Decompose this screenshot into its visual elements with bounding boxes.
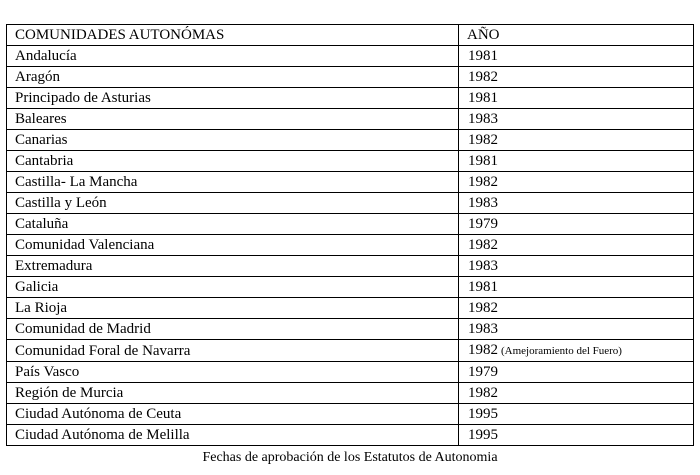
- year-cell: [459, 172, 694, 193]
- table-row: [7, 193, 694, 214]
- community-cell: Extremadura: [7, 256, 459, 277]
- year-cell: [459, 109, 694, 130]
- table-header-row: [7, 25, 694, 46]
- year-value: 1981: [468, 153, 498, 169]
- year-value: 1982: [468, 385, 498, 401]
- table-row: [7, 383, 694, 404]
- year-value: 1982: [468, 300, 498, 316]
- table-row: [7, 172, 694, 193]
- community-cell: Castilla- La Mancha: [7, 172, 459, 193]
- community-cell: La Rioja: [7, 298, 459, 319]
- community-cell: Canarias: [7, 130, 459, 151]
- community-cell: Baleares: [7, 109, 459, 130]
- statutes-table: [6, 24, 694, 446]
- header-community: COMUNIDADES AUTONÓMAS: [7, 25, 459, 46]
- year-value: 1983: [468, 321, 498, 337]
- year-cell: [459, 298, 694, 319]
- year-cell: [459, 46, 694, 67]
- community-cell: Castilla y León: [7, 193, 459, 214]
- community-cell: Comunidad Valenciana: [7, 235, 459, 256]
- community-cell: Ciudad Autónoma de Ceuta: [7, 404, 459, 425]
- year-cell: [459, 67, 694, 88]
- year-value: 1995: [468, 406, 498, 422]
- community-cell: Principado de Asturias: [7, 88, 459, 109]
- year-cell: [459, 130, 694, 151]
- year-cell: [459, 193, 694, 214]
- table-row: [7, 298, 694, 319]
- table-row: [7, 67, 694, 88]
- year-value: 1982: [468, 174, 498, 190]
- year-value: 1981: [468, 279, 498, 295]
- year-cell: [459, 256, 694, 277]
- table-row: [7, 235, 694, 256]
- table-row: [7, 277, 694, 298]
- header-year: AÑO: [459, 25, 694, 46]
- table-row: [7, 256, 694, 277]
- table-row: [7, 214, 694, 235]
- year-cell: [459, 235, 694, 256]
- year-cell: [459, 88, 694, 109]
- year-cell: [459, 277, 694, 298]
- year-cell: [459, 340, 694, 362]
- year-cell: [459, 362, 694, 383]
- table-row: [7, 319, 694, 340]
- year-cell: [459, 383, 694, 404]
- table-row: [7, 88, 694, 109]
- year-cell: [459, 214, 694, 235]
- community-cell: Andalucía: [7, 46, 459, 67]
- table-row: [7, 109, 694, 130]
- year-value: 1979: [468, 364, 498, 380]
- table-caption: Fechas de aprobación de los Estatutos de Autonomia: [202, 450, 498, 465]
- community-cell: Comunidad de Madrid: [7, 319, 459, 340]
- table-row: [7, 340, 694, 362]
- year-value: 1983: [468, 111, 498, 127]
- community-cell: País Vasco: [7, 362, 459, 383]
- table-body: [7, 46, 694, 446]
- year-cell: [459, 319, 694, 340]
- community-cell: Aragón: [7, 67, 459, 88]
- year-value: 1983: [468, 258, 498, 274]
- table-row: [7, 404, 694, 425]
- community-cell: Comunidad Foral de Navarra: [7, 340, 459, 362]
- year-cell: [459, 151, 694, 172]
- table-row: [7, 130, 694, 151]
- community-cell: Cantabria: [7, 151, 459, 172]
- table-row: [7, 362, 694, 383]
- year-value: 1995: [468, 427, 498, 443]
- community-cell: Región de Murcia: [7, 383, 459, 404]
- year-cell: [459, 425, 694, 446]
- community-cell: Cataluña: [7, 214, 459, 235]
- year-value: 1982: [468, 69, 498, 85]
- community-cell: Galicia: [7, 277, 459, 298]
- year-value: 1981: [468, 48, 498, 64]
- year-value: 1982: [468, 342, 498, 358]
- year-value: 1982: [468, 237, 498, 253]
- table-row: [7, 425, 694, 446]
- year-value: 1982: [468, 132, 498, 148]
- community-cell: Ciudad Autónoma de Melilla: [7, 425, 459, 446]
- table-row: [7, 46, 694, 67]
- year-value: 1979: [468, 216, 498, 232]
- table-row: [7, 151, 694, 172]
- year-note: (Amejoramiento del Fuero): [501, 345, 622, 357]
- year-value: 1983: [468, 195, 498, 211]
- year-value: 1981: [468, 90, 498, 106]
- year-cell: [459, 404, 694, 425]
